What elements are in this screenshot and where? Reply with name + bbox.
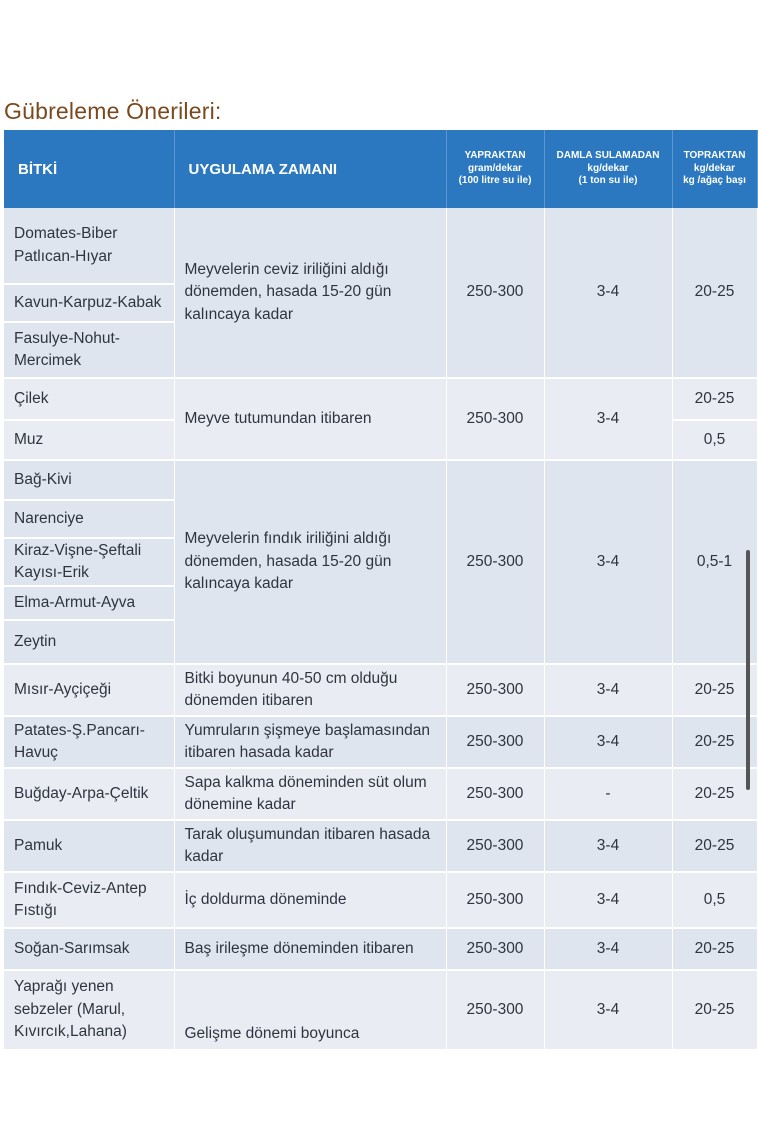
leaf-value: 250-300 xyxy=(446,820,544,872)
header-soil-line2: kg/dekar xyxy=(693,162,736,174)
crop-cell: Narenciye xyxy=(4,500,174,538)
crop-cell: Muz xyxy=(4,420,174,460)
header-leaf-line1: YAPRAKTAN xyxy=(464,150,526,162)
drip-value: 3-4 xyxy=(544,664,672,716)
timing-cell: İç doldurma döneminde xyxy=(174,872,446,928)
column-header-timing: UYGULAMA ZAMANI xyxy=(174,130,446,208)
header-leaf-line2: gram/dekar xyxy=(468,162,522,174)
column-header-soil xyxy=(672,130,757,208)
page-title: Gübreleme Önerileri: xyxy=(4,98,222,124)
timing-cell: Yumruların şişmeye başlamasından itibaren hasada kadar xyxy=(174,716,446,768)
header-drip-line3: (1 ton su ile) xyxy=(578,175,638,187)
soil-value: 20-25 xyxy=(672,928,757,970)
timing-cell: Sapa kalkma döneminden süt olum dönemine kadar xyxy=(174,768,446,820)
fertilization-table xyxy=(4,130,757,1051)
crop-cell: Zeytin xyxy=(4,620,174,664)
crop-cell: Soğan-Sarımsak xyxy=(4,928,174,970)
crop-cell: Patates-Ş.Pancarı-Havuç xyxy=(4,716,174,768)
drip-value: 3-4 xyxy=(544,872,672,928)
table-row xyxy=(4,378,757,420)
drip-value: 3-4 xyxy=(544,378,672,460)
table-row xyxy=(4,820,757,872)
drip-value: 3-4 xyxy=(544,460,672,664)
header-drip-line1: DAMLA SULAMADAN xyxy=(556,150,660,162)
crop-cell: Kiraz-Vişne-Şeftali Kayısı-Erik xyxy=(4,538,174,586)
timing-cell: Meyvelerin fındık iriliğini aldığı dönemden, hasada 15-20 gün kalıncaya kadar xyxy=(174,460,446,664)
drip-value: 3-4 xyxy=(544,716,672,768)
table-row xyxy=(4,970,757,1050)
leaf-value: 250-300 xyxy=(446,768,544,820)
leaf-value: 250-300 xyxy=(446,664,544,716)
crop-cell: Bağ-Kivi xyxy=(4,460,174,500)
leaf-value: 250-300 xyxy=(446,208,544,378)
crop-cell: Fasulye-Nohut-Mercimek xyxy=(4,322,174,378)
table-row xyxy=(4,208,757,284)
table-row xyxy=(4,460,757,500)
soil-value: 20-25 xyxy=(672,970,757,1050)
timing-cell: Bitki boyunun 40-50 cm olduğu dönemden itibaren xyxy=(174,664,446,716)
soil-value: 20-25 xyxy=(672,820,757,872)
header-soil-line1: TOPRAKTAN xyxy=(683,150,746,162)
header-leaf-line3: (100 litre su ile) xyxy=(458,175,532,187)
drip-value: - xyxy=(544,768,672,820)
table-header xyxy=(4,130,757,208)
timing-cell: Tarak oluşumundan itibaren hasada kadar xyxy=(174,820,446,872)
soil-value: 20-25 xyxy=(672,664,757,716)
soil-value: 20-25 xyxy=(672,378,757,420)
soil-value: 0,5 xyxy=(672,420,757,460)
header-soil-line3: kg /ağaç başı xyxy=(683,175,746,187)
table-row xyxy=(4,664,757,716)
header-drip-line2: kg/dekar xyxy=(587,162,629,174)
timing-cell: Meyve tutumundan itibaren xyxy=(174,378,446,460)
soil-value: 0,5 xyxy=(672,872,757,928)
column-header-crop: BİTKİ xyxy=(4,130,174,208)
column-header-drip xyxy=(544,130,672,208)
crop-cell: Kavun-Karpuz-Kabak xyxy=(4,284,174,322)
crop-cell: Elma-Armut-Ayva xyxy=(4,586,174,620)
timing-cell: Gelişme dönemi boyunca xyxy=(174,970,446,1050)
table-row xyxy=(4,872,757,928)
crop-cell: Mısır-Ayçiçeği xyxy=(4,664,174,716)
soil-value: 0,5-1 xyxy=(672,460,757,664)
drip-value: 3-4 xyxy=(544,208,672,378)
leaf-value: 250-300 xyxy=(446,872,544,928)
table-row xyxy=(4,716,757,768)
crop-cell: Çilek xyxy=(4,378,174,420)
crop-cell: Pamuk xyxy=(4,820,174,872)
soil-value: 20-25 xyxy=(672,208,757,378)
timing-cell: Baş irileşme döneminden itibaren xyxy=(174,928,446,970)
table-row xyxy=(4,768,757,820)
leaf-value: 250-300 xyxy=(446,928,544,970)
soil-value: 20-25 xyxy=(672,768,757,820)
table-row xyxy=(4,928,757,970)
soil-value: 20-25 xyxy=(672,716,757,768)
crop-cell: Yaprağı yenen sebzeler (Marul, Kıvırcık,Lahana) xyxy=(4,970,174,1050)
leaf-value: 250-300 xyxy=(446,460,544,664)
crop-cell: Domates-Biber Patlıcan-Hıyar xyxy=(4,208,174,284)
drip-value: 3-4 xyxy=(544,970,672,1050)
drip-value: 3-4 xyxy=(544,820,672,872)
crop-cell: Fındık-Ceviz-Antep Fıstığı xyxy=(4,872,174,928)
table xyxy=(4,130,758,1051)
timing-cell: Meyvelerin ceviz iriliğini aldığı dönemden, hasada 15-20 gün kalıncaya kadar xyxy=(174,208,446,378)
crop-cell: Buğday-Arpa-Çeltik xyxy=(4,768,174,820)
leaf-value: 250-300 xyxy=(446,716,544,768)
column-header-leaf xyxy=(446,130,544,208)
leaf-value: 250-300 xyxy=(446,970,544,1050)
leaf-value: 250-300 xyxy=(446,378,544,460)
drip-value: 3-4 xyxy=(544,928,672,970)
scrollbar[interactable] xyxy=(746,550,750,790)
